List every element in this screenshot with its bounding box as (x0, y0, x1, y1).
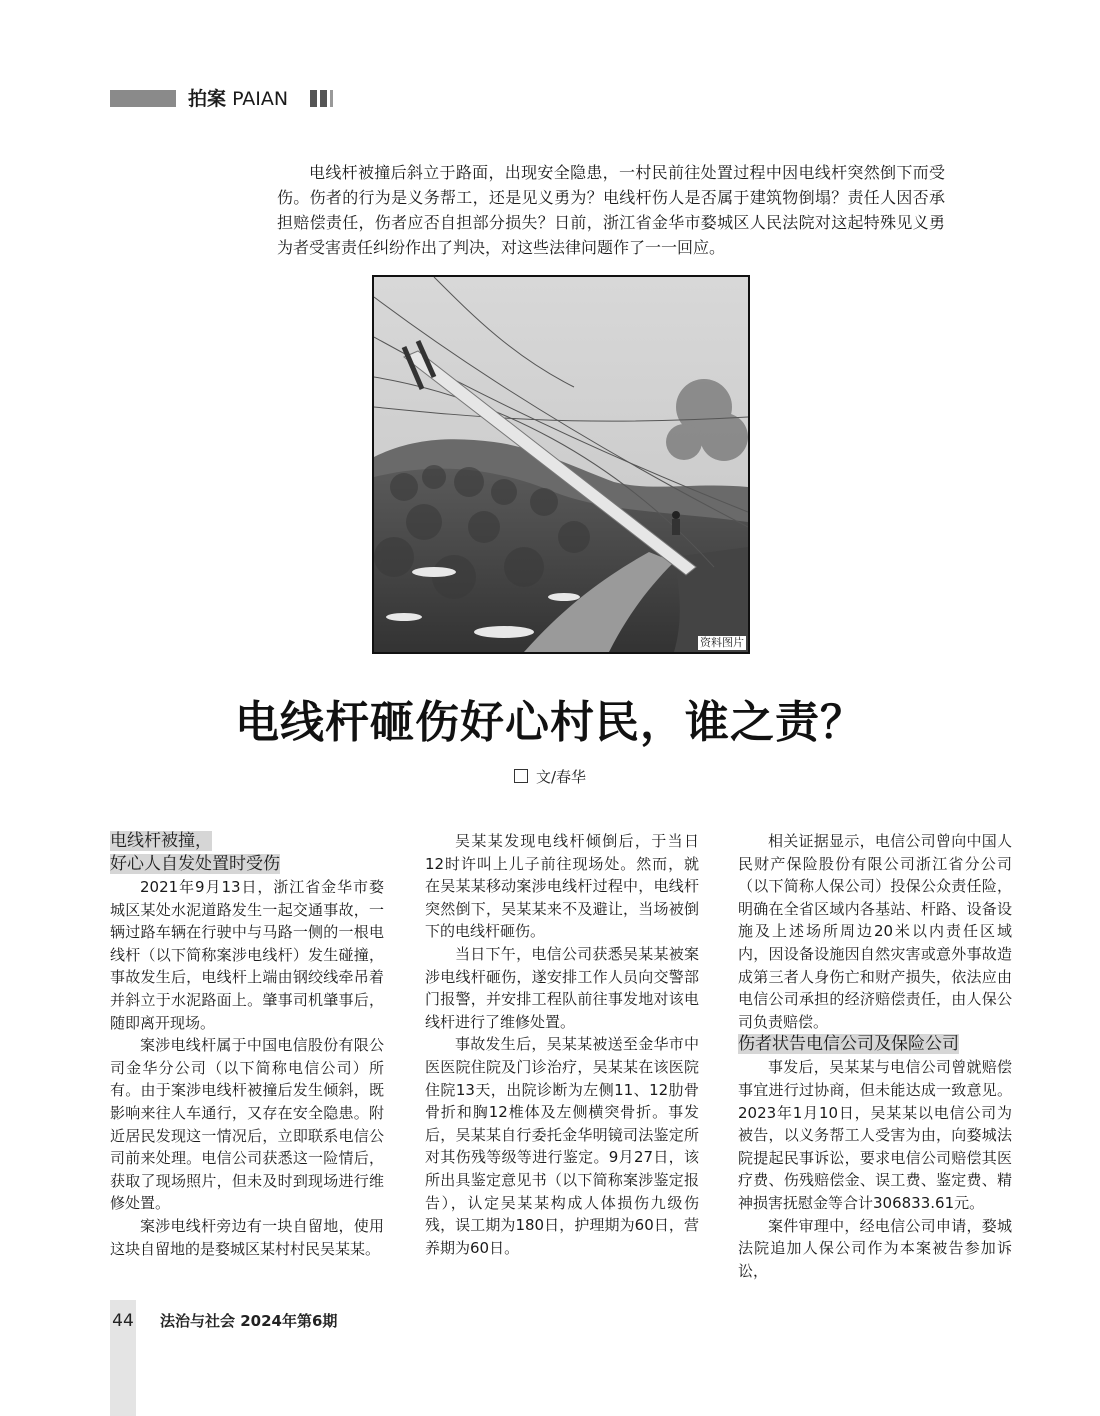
photo-caption: 资料图片 (700, 636, 744, 649)
paragraph: 事发后，吴某某与电信公司曾就赔偿事宜进行过协商，但未能达成一致意见。2023年1月10日，吴某某以电信公司为被告，以义务帮工人受害为由，向婺城法院提起民事诉讼，要求电信公司赔偿其医疗费、伤残赔偿金、误工费、鉴定费、精神损害抚慰金等合计306833.61元。 (738, 1058, 1012, 1212)
header-bar (110, 90, 176, 107)
paragraph: 吴某某发现电线杆倾倒后，于当日12时许叫上儿子前往现场处。然而，就在吴某某移动案涉电线杆过程中，电线杆突然倒下，吴某某来不及避让，当场被倒下的电线杆砸伤。 (425, 832, 699, 941)
section-heading-1 (110, 830, 384, 876)
header-stripes (310, 90, 336, 107)
section-name-cn: 拍案 (188, 88, 227, 110)
paragraph: 案件审理中，经电信公司申请，婺城法院追加人保公司作为本案被告参加诉讼， (738, 1216, 1012, 1280)
column-3 (738, 830, 1012, 1282)
article-photo (372, 275, 750, 654)
article-title: 电线杆砸伤好心村民，谁之责？ (235, 697, 865, 748)
section-header (188, 88, 288, 110)
leaning-pole-image (374, 277, 748, 652)
paragraph: 当日下午，电信公司获悉吴某某被案涉电线杆砸伤，遂安排工作人员向交警部门报警，并安排工程队前往事发地对该电线杆进行了维修处置。 (425, 944, 699, 1031)
column-1 (110, 830, 384, 1260)
paragraph: 案涉电线杆旁边有一块自留地，使用这块自留地的是婺城区某村村民吴某某。 (110, 1216, 384, 1258)
byline (0, 766, 1100, 788)
magazine-issue: 法治与社会 2024年第6期 (160, 1312, 338, 1330)
paragraph: 案涉电线杆属于中国电信股份有限公司金华分公司（以下简称电信公司）所有。由于案涉电线杆被撞后发生倾斜，既影响来往人车通行，又存在安全隐患。附近居民发现这一情况后，立即联系电信公司前来处理。电信公司获悉这一险情后，获取了现场照片，但未及时到现场进行维修处置。 (110, 1036, 384, 1213)
section-name-en: PAIAN (232, 88, 289, 110)
byline-text: 文/春华 (535, 768, 587, 786)
paragraph: 2021年9月13日，浙江省金华市婺城区某处水泥道路发生一起交通事故，一辆过路车辆在行驶中与马路一侧的一根电线杆（以下简称案涉电线杆）发生碰撞，事故发生后，电线杆上端由钢绞线牵吊着并斜立于水泥路面上。肇事司机肇事后，随即离开现场。 (110, 878, 384, 1032)
section-heading-1-line1: 电线杆被撞， (110, 831, 212, 851)
page-number: 44 (112, 1311, 134, 1331)
paragraph: 事故发生后，吴某某被送至金华市中医医院住院及门诊治疗，吴某某在该医院住院13天，出院诊断为左侧11、12肋骨骨折和胸12椎体及左侧横突骨折。事发后，吴某某自行委托金华明镜司法鉴定所对其伤残等级等进行鉴定。9月27日，该所出具鉴定意见书（以下简称案涉鉴定报告），认定吴某某构成人体损伤九级伤残，误工期为180日，护理期为60日，营养期为60日。 (425, 1035, 699, 1257)
section-heading-2 (738, 1033, 1012, 1056)
paragraph: 相关证据显示，电信公司曾向中国人民财产保险股份有限公司浙江省分公司（以下简称人保公司）投保公众责任险，明确在全省区域内各基站、杆路、设备设施及上述场所周边20米以内责任区域内，因设备设施因自然灾害或意外事故造成第三者人身伤亡和财产损失，依法应由电信公司承担的经济赔偿责任，由人保公司负责赔偿。 (738, 832, 1012, 1031)
section-heading-1-line2: 好心人自发处置时受伤 (110, 854, 280, 874)
byline-box-icon (514, 769, 528, 783)
section-heading-2-text: 伤者状告电信公司及保险公司 (738, 1034, 959, 1055)
intro-paragraph: 电线杆被撞后斜立于路面，出现安全隐患，一村民前往处置过程中因电线杆突然倒下而受伤。伤者的行为是义务帮工，还是见义勇为？电线杆伤人是否属于建筑物倒塌？责任人因否承担赔偿责任，伤者应否自担部分损失？日前，浙江省金华市婺城区人民法院对这起特殊见义勇为者受害责任纠纷作出了判决，对这些法律问题作了一一回应。 (277, 163, 945, 257)
column-2 (425, 830, 699, 1259)
